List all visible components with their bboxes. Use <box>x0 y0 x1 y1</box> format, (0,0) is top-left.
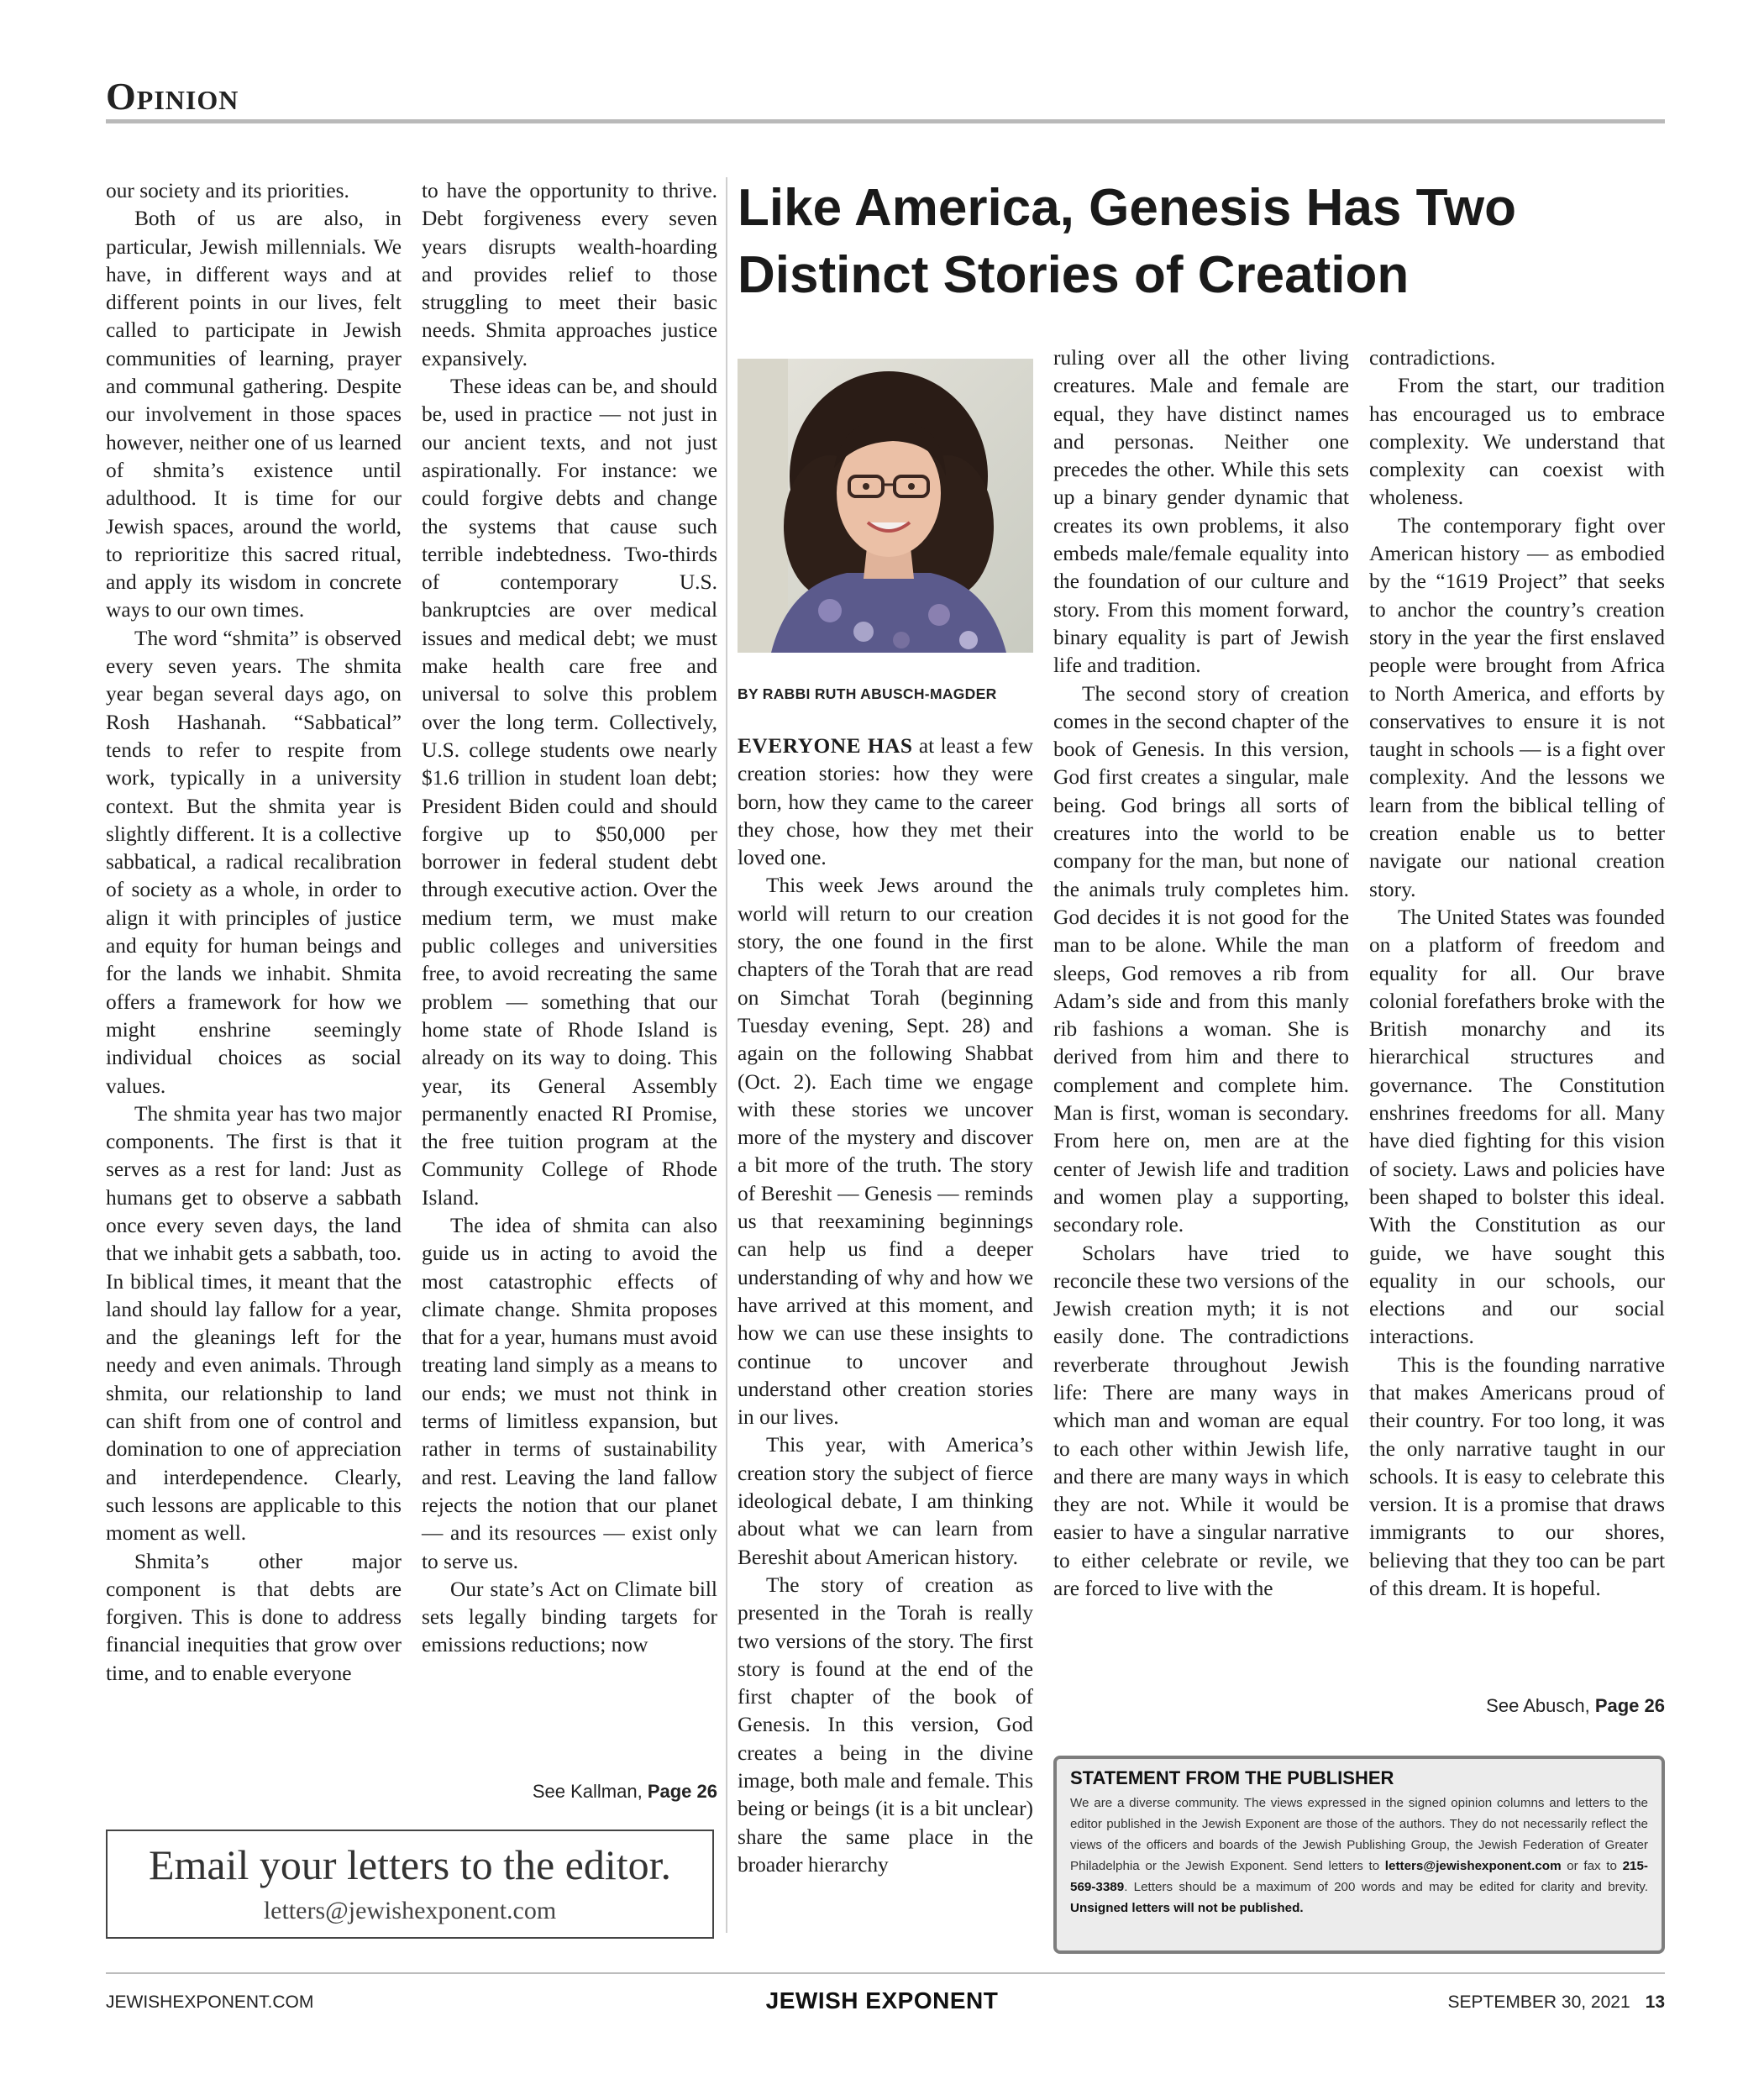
article-byline: BY RABBI RUTH ABUSCH-MAGDER <box>738 685 997 702</box>
abusch-column-2 <box>1053 344 1349 1603</box>
jump-label: See Abusch, <box>1486 1695 1590 1716</box>
paragraph: Both of us are also, in particular, Jewish millennials. We have, in different ways and at different points in our lives, felt called to participate in Jewish communities of learning, prayer and communal gathering. Despite our involvement in those spaces however, neither one of us learned of shmita’s existence until adulthood. It is time for our Jewish spaces, around the world, to reprioritize this sacred ritual, and apply its wisdom in concrete ways to our own times. <box>106 207 402 622</box>
statement-fax-number: 215-569-3389 <box>1070 1859 1648 1894</box>
paragraph: From the start, our tradition has encouraged us to embrace complexity. We understand that complexity can coexist with wholeness. <box>1369 374 1665 510</box>
see-kallman-jump[interactable] <box>533 1781 717 1803</box>
statement-text: . Letters should be a maximum of 200 words and may be edited for clarity and brevity. <box>1124 1880 1648 1894</box>
paragraph: Our state’s Act on Climate bill sets legally binding targets for emissions reductions; now <box>422 1577 717 1657</box>
paragraph: These ideas can be, and should be, used in practice — not just in our ancient texts, and not just aspirationally. For instance: we could forgive debts and change the systems that cause such terrible indebtedness. Two-thirds of contemporary U.S. bankruptcies are over medical issues and medical debt; we must make health care free and universal to solve this problem over the long term. Collectively, U.S. college students owe nearly $1.6 trillion in student loan debt; President Biden could and should forgive up to $50,000 per borrower in federal student debt through executive action. Over the medium term, we must make public colleges and universities free, to avoid recreating the same problem — something that our home state of Rhode Island is already on its way to doing. This year, its General Assembly permanently enacted RI Promise, the free tuition program at the Community College of Rhode Island. <box>422 375 717 1210</box>
paragraph: ruling over all the other living creatures. Male and female are equal, they have distinct names and personas. Neither one precedes the other. While this sets up a binary gender dynamic that creates its own problems, it also embeds male/female equality into the foundation of our culture and story. From this moment forward, binary equality is part of Jewish life and tradition. <box>1053 346 1349 678</box>
footer-date: SEPTEMBER 30, 2021 <box>1447 1992 1630 2012</box>
paragraph: The word “shmita” is observed every seven years. The shmita year began several days ago, on Rosh Hashanah. “Sabbatical” tends to refer to respite from work, typically in a university context. But the shmita year is slightly different. It is a collective sabbatical, a radical recalibration of society as a whole, in order to align it with principles of justice and equity for human beings and for the lands we inhabit. Shmita offers a framework for how we might enshrine seemingly individual choices as social values. <box>106 626 402 1098</box>
kallman-column-2 <box>422 177 717 1660</box>
lead-paragraph <box>738 732 1033 872</box>
paragraph: This year, with America’s creation story the subject of fierce ideological debate, I am thinking about what we can learn from Bereshit about American history. <box>738 1433 1033 1569</box>
abusch-column-1 <box>738 732 1033 1879</box>
footer-publication-name: JEWISH EXPONENT <box>765 1987 999 2013</box>
author-photo <box>738 359 1033 653</box>
statement-email-link[interactable]: letters@jewishexponent.com <box>1384 1859 1562 1873</box>
statement-text: or fax to <box>1567 1859 1617 1873</box>
paragraph: The second story of creation comes in the second chapter of the book of Genesis. In this version, God first creates a singular, male being. God brings all sorts of creatures into the world to be company for the man, but none of the animals truly completes him. God decides it is not good for the man to be alone. While the man sleeps, God removes a rib from Adam’s side and from this manly rib fashions a woman. She is derived from him and there to complement and complete him. Man is first, woman is secondary. From here on, men are at the center of Jewish life and tradition and women play a supporting, secondary role. <box>1053 681 1349 1237</box>
publisher-statement-title: STATEMENT FROM THE PUBLISHER <box>1070 1767 1394 1788</box>
paragraph: The story of creation as presented in the Torah is really two versions of the story. The first story is found at the end of the first chapter of the book of Genesis. In this version, God creates a being in the divine image, both male and female. This being or beings (it is a bit unclear) share the same place in the broader hierarchy <box>738 1572 1033 1877</box>
paragraph: The shmita year has two major components. The first is that it serves as a rest for land: Just as humans get to observe a sabbath once every seven days, the land that we inhabit gets a sabbath, too. In biblical times, it meant that the land should lay fallow for a year, and the gleanings left for the needy and even animals. Through shmita, our relationship to land can shift from one of control and domination to one of appreciation and interdependence. Clearly, such lessons are applicable to this moment as well. <box>106 1101 402 1546</box>
paragraph: Scholars have tried to reconcile these two versions of the Jewish creation myth; it is not easily done. The contradictions reverberate throughout Jewish life: There are many ways in which man and woman are equal to each other within Jewish life, and there are many ways in which they are not. While it would be easier to have a singular narrative to either celebrate or revile, we are forced to live with the <box>1053 1241 1349 1601</box>
paragraph: our society and its priorities. <box>106 179 349 202</box>
abusch-column-3 <box>1369 344 1665 1603</box>
publisher-statement-text <box>1070 1793 1648 1919</box>
paragraph: The United States was founded on a platform of freedom and equality for all. Our brave colonial forefathers broke with the British monarchy and its hierarchical structures and governance. The Constitution enshrines freedoms for all. Many have died fighting for this vision of society. Laws and policies have been shaped to bolster this ideal. With the Constitution as our guide, we have sought this equality in our schools, our elections and our social interactions. <box>1369 905 1665 1349</box>
header-rule <box>106 119 1665 123</box>
lead-text: at least a few creation stories: how they were born, how they came to the career they chose, how they met their loved one. <box>738 734 1033 870</box>
footer-page-number: 13 <box>1645 1992 1665 2012</box>
jump-label: See Kallman, <box>532 1781 643 1802</box>
author-portrait-image <box>738 359 1033 653</box>
statement-bold-note: Unsigned letters will not be published. <box>1070 1901 1304 1915</box>
paragraph: This week Jews around the world will return to our creation story, the one found in the first chapters of the Torah that are read on Simchat Torah (beginning Tuesday evening, Sept. 28) and again on the following Shabbat (Oct. 2). Each time we engage with these stories we uncover more of the mystery and discover a bit more of the truth. The story of Bereshit — Genesis — reminds us that reexamining beginnings can help us find a deeper understanding of why and how we have arrived at this moment, and how we can use these insights to continue to uncover and understand other creation stories in our lives. <box>738 874 1033 1430</box>
lead-in: EVERYONE HAS <box>738 734 913 758</box>
jump-page: Page 26 <box>647 1781 717 1802</box>
paragraph: The contemporary fight over American history — as embodied by the “1619 Project” that seeks to anchor the country’s creation story in the year the first enslaved people were brought from Africa to North America, and efforts by conservatives to ensure it is not taught in schools — is a fight over complexity. And the lessons we learn from the biblical telling of creation enable us to better navigate our national creation story. <box>1369 513 1665 901</box>
see-abusch-jump[interactable] <box>1486 1695 1665 1717</box>
paragraph: Shmita’s other major component is that debts are forgiven. This is done to address financial inequities that grow over time, and to enable everyone <box>106 1549 402 1685</box>
email-box-heading: Email your letters to the editor. <box>148 1841 672 1888</box>
footer-rule <box>106 1972 1665 1974</box>
kallman-column-1 <box>106 177 402 1688</box>
article-headline: Like America, Genesis Has Two Distinct Stories of Creation <box>738 179 1516 304</box>
column-divider <box>726 177 727 1933</box>
publisher-statement-box <box>1053 1756 1665 1954</box>
paragraph: to have the opportunity to thrive. Debt forgiveness every seven years disrupts wealth-hoarding and provides relief to those struggling to meet their basic needs. Shmita approaches justice expansively. <box>422 179 717 370</box>
paragraph: The idea of shmita can also guide us in acting to avoid the most catastrophic effects of climate change. Shmita proposes that for a year, humans must avoid treating land simply as a means to our ends; we must not think in terms of limitless expansion, but rather in terms of sustainability and rest. Leaving the land fallow rejects the notion that our planet — and its resources — exist only to serve us. <box>422 1213 717 1573</box>
email-box-address-link[interactable]: letters@jewishexponent.com <box>263 1897 557 1924</box>
paragraph: This is the founding narrative that makes Americans proud of their country. For too long, it was the only narrative taught in our schools. It is easy to celebrate this version. It is a promise that draws immigrants to our shores, believing that they too can be part of this dream. It is hopeful. <box>1369 1352 1665 1601</box>
footer-date-page <box>1448 1992 1665 2013</box>
paragraph: contradictions. <box>1369 346 1496 370</box>
email-letters-box <box>106 1830 714 1939</box>
section-label: Opinion <box>106 75 239 118</box>
footer-website[interactable]: JEWISHEXPONENT.COM <box>106 1992 314 2012</box>
statement-text: We are a diverse community. The views expressed in the signed opinion columns and letters to the editor published in the Jewish Exponent are those of the authors. They do not necessarily reflect the views of the officers and boards of the Jewish Publishing Group, the Jewish Federation of Greater Philadelphia or the Jewish Exponent. Send letters to <box>1070 1796 1648 1873</box>
jump-page: Page 26 <box>1594 1695 1665 1716</box>
